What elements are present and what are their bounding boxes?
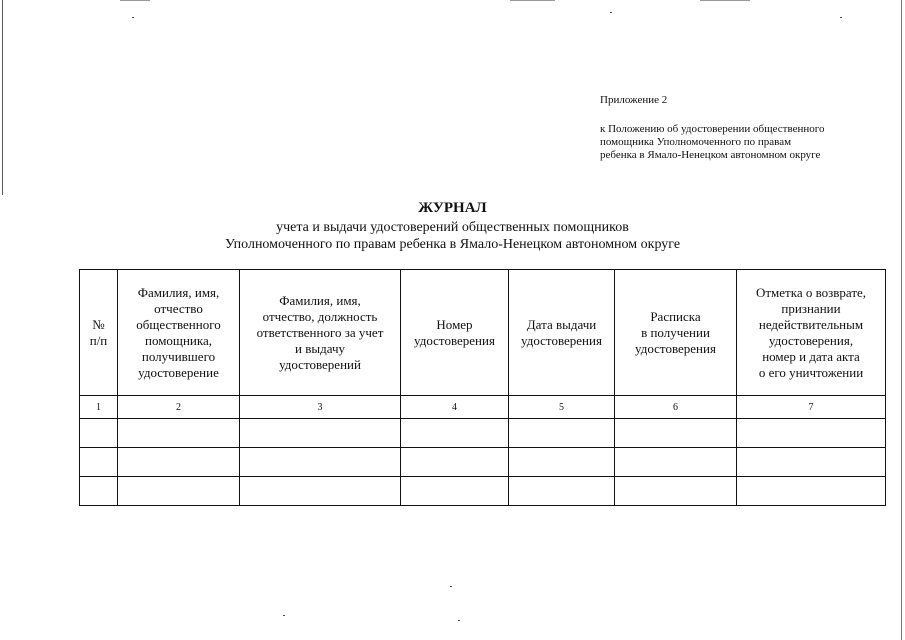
- header-line: о его уничтожении: [758, 364, 864, 380]
- table-cell: [240, 448, 401, 477]
- table-header-row: [80, 270, 886, 396]
- column-number-cell: 4: [401, 396, 509, 419]
- table-cell: [737, 477, 886, 506]
- table-cell: [80, 477, 118, 506]
- table-cell: [118, 448, 240, 477]
- journal-title: ЖУРНАЛ: [418, 200, 487, 216]
- table-cell: [615, 448, 737, 477]
- table-cell: [80, 419, 118, 448]
- column-number-cell: 3: [240, 396, 401, 419]
- table-cell: [509, 477, 615, 506]
- table-cell: [118, 419, 240, 448]
- appendix-title: Приложение 2: [600, 94, 668, 106]
- table-cell: [509, 448, 615, 477]
- header-cell-number: [80, 270, 118, 396]
- table-cell: [509, 419, 615, 448]
- scan-speck: [450, 586, 452, 587]
- header-line: удостоверение: [138, 364, 219, 380]
- header-line: ответственного за учет: [256, 324, 384, 340]
- table-cell: [240, 419, 401, 448]
- header-line: Расписка: [650, 308, 701, 324]
- appendix-line: помощника Уполномоченного по правам: [600, 136, 792, 148]
- table-cell: [118, 477, 240, 506]
- header-line: помощника,: [145, 332, 212, 348]
- journal-subtitle-line: учета и выдачи удостоверений общественных помощников: [276, 220, 629, 235]
- header-line: Фамилия, имя,: [137, 284, 220, 300]
- header-cell-issue-date: [509, 270, 615, 396]
- scan-mark: [700, 0, 750, 1]
- scan-speck: [840, 17, 842, 18]
- header-line: отчество, должность: [262, 308, 378, 324]
- column-number-cell: 5: [509, 396, 615, 419]
- header-line: и выдачу: [295, 340, 345, 356]
- table-cell: [615, 477, 737, 506]
- header-cell-certificate-number: [401, 270, 509, 396]
- table-cell: [240, 477, 401, 506]
- table-row: [80, 477, 886, 506]
- header-line: отчество: [154, 300, 203, 316]
- scan-speck: [283, 615, 285, 616]
- header-line: удостоверения: [521, 332, 602, 348]
- header-line: удостоверения: [635, 340, 716, 356]
- scan-edge-left: [2, 0, 3, 195]
- column-number-cell: 1: [80, 396, 118, 419]
- header-line: номер и дата акта: [762, 348, 860, 364]
- header-line: удостоверений: [279, 356, 361, 372]
- header-line: Номер: [436, 316, 473, 332]
- scan-edge-right: [901, 0, 902, 640]
- scan-mark: [510, 0, 555, 1]
- journal-subtitle-line: Уполномоченного по правам ребенка в Ямало-Ненецком автономном округе: [224, 237, 681, 252]
- scan-speck: [132, 17, 134, 18]
- scan-mark: [120, 0, 150, 1]
- column-number-cell: 2: [118, 396, 240, 419]
- header-line: Фамилия, имя,: [279, 292, 361, 308]
- appendix-line: к Положению об удостоверении общественного: [600, 123, 825, 135]
- table-cell: [615, 419, 737, 448]
- table-cell: [401, 448, 509, 477]
- column-number-row: [80, 396, 886, 419]
- journal-subtitle: [0, 219, 905, 253]
- header-line: Отметка о возврате,: [755, 284, 867, 300]
- appendix-line: ребенка в Ямало-Ненецком автономном округе: [600, 149, 821, 161]
- header-line: общественного: [136, 316, 221, 332]
- appendix-description: [600, 123, 890, 162]
- table-body: [80, 396, 886, 506]
- header-line: удостоверения: [414, 332, 495, 348]
- table-cell: [80, 448, 118, 477]
- journal-table: [79, 269, 886, 506]
- header-line: удостоверения,: [768, 332, 854, 348]
- table-cell: [401, 419, 509, 448]
- column-number-cell: 6: [615, 396, 737, 419]
- header-line: признании: [781, 300, 841, 316]
- header-line: Дата выдачи: [526, 316, 597, 332]
- scan-speck: [458, 620, 460, 621]
- table-cell: [737, 448, 886, 477]
- header-cell-receipt-signature: [615, 270, 737, 396]
- table-cell: [401, 477, 509, 506]
- header-line: недействительным: [758, 316, 864, 332]
- table-row: [80, 419, 886, 448]
- header-cell-return-mark: [737, 270, 886, 396]
- table-cell: [737, 419, 886, 448]
- scan-speck: [610, 12, 612, 13]
- header-line: №: [92, 316, 105, 332]
- header-line: в получении: [641, 324, 710, 340]
- header-cell-assistant-name: [118, 270, 240, 396]
- column-number-cell: 7: [737, 396, 886, 419]
- header-line: п/п: [89, 332, 108, 348]
- header-cell-responsible-person: [240, 270, 401, 396]
- header-line: получившего: [141, 348, 216, 364]
- table-row: [80, 448, 886, 477]
